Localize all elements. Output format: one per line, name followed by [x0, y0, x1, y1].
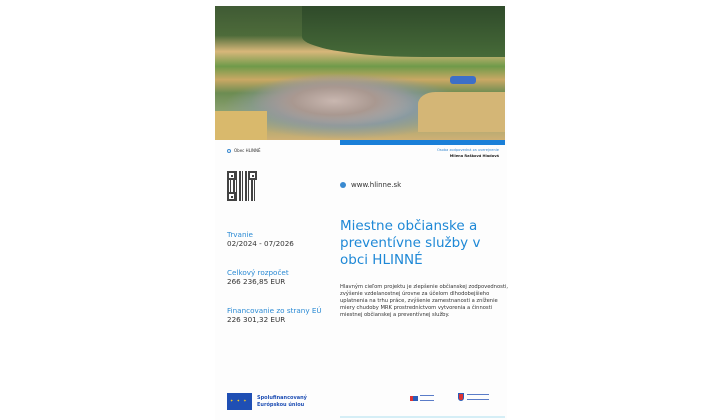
photo-village: [250, 73, 418, 129]
ministry-text-lines: [420, 395, 434, 401]
project-poster: [215, 0, 507, 420]
eu-text: [257, 395, 307, 408]
project-description: Hlavným cieľom projektu je zlepšenie občianskej zodpovednosti, zvýšenie vzdelanostnej úrovne za účelom dlhodobejšieho uplatnenia na trhu práce, zvýšenie zamestnanosti a zníženie miery chudoby MRK prostredníctvom vytvorenia a činnosti miestnej občianskej a preventívnej služby.: [340, 284, 508, 318]
bottom-accent-line: [340, 416, 505, 418]
photo-credit-text: Obec HLINNÉ: [234, 148, 261, 153]
photo-credit: [227, 148, 261, 153]
accent-bar: [340, 140, 505, 145]
qr-finder: [248, 171, 257, 180]
website-link[interactable]: [340, 181, 401, 189]
fact-label: Trvanie: [227, 230, 253, 239]
responsible-person: [437, 147, 499, 159]
photo-field: [215, 111, 267, 140]
fact-eu-funding: [227, 306, 337, 324]
globe-icon: [340, 182, 346, 188]
photo-field: [418, 92, 505, 132]
fact-budget: [227, 268, 337, 286]
fact-duration: [227, 230, 337, 248]
fact-label: Financovanie zo strany EÚ: [227, 306, 322, 315]
project-facts: [227, 230, 337, 344]
fact-value: 02/2024 - 07/2026: [227, 239, 294, 248]
fact-label: Celkový rozpočet: [227, 268, 289, 277]
fact-value: 266 236,85 EUR: [227, 277, 286, 286]
eu-flag-icon: [227, 393, 252, 410]
fact-value: 226 301,32 EUR: [227, 315, 286, 324]
project-title: Miestne občianske a preventívne služby v obci HLINNÉ: [340, 218, 481, 268]
website-text: www.hlinne.sk: [351, 181, 402, 189]
photo-pond: [450, 76, 476, 84]
slovak-coat-of-arms-icon: [458, 393, 464, 401]
photo-forest: [302, 6, 505, 57]
qr-code[interactable]: [227, 171, 257, 201]
government-logo: [458, 393, 489, 401]
qr-finder: [227, 192, 236, 201]
responsible-name: Milena Rašková Hladová: [449, 154, 499, 158]
eu-text-line1: Spolufinancovaný: [257, 395, 307, 401]
responsible-label: Osoba zodpovedná za uverejnenie: [436, 148, 499, 152]
ministry-logo: [410, 395, 434, 401]
aerial-village-photo: [215, 6, 505, 140]
qr-finder: [227, 171, 236, 180]
eu-text-line2: Európskou úniou: [257, 401, 305, 408]
government-text-lines: [467, 394, 489, 400]
copyright-icon: [227, 149, 231, 153]
ministry-mark-icon: [410, 396, 418, 401]
eu-cofinanced-logo: [227, 393, 307, 410]
